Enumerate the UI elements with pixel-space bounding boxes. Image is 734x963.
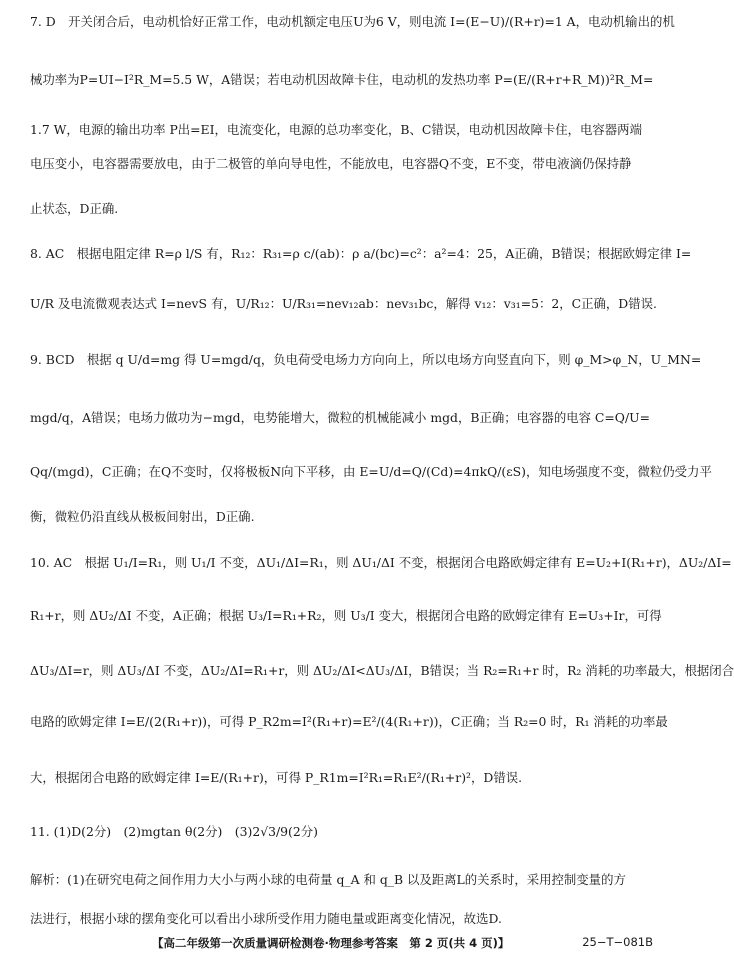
- answer-line: ΔU₃/ΔI=r，则 ΔU₃/ΔI 不变，ΔU₂/ΔI=R₁+r，则 ΔU₂/ΔI<ΔU₃/ΔI，B错误；当 R₂=R₁+r 时，R₂ 消耗的功率最大，根据闭合: [30, 663, 734, 678]
- answer-line: 1.7 W，电源的输出功率 P出=EI，电流变化，电源的总功率变化，B、C错误，电动机因故障卡住，电容器两端: [30, 122, 642, 137]
- answer-line: 9. BCD 根据 q U/d=mg 得 U=mgd/q，负电荷受电场力方向向上，所以电场方向竖直向下，则 φ_M>φ_N，U_MN=: [30, 352, 702, 367]
- answer-line: Qq/(mgd)，C正确；在Q不变时，仅将极板N向下平移，由 E=U/d=Q/(Cd)=4πkQ/(εS)，知电场强度不变，微粒仍受力平: [30, 464, 712, 479]
- answer-line: 11. (1)D(2分) (2)mgtan θ(2分) (3)2√3/9(2分): [30, 824, 318, 839]
- answer-line: 法进行，根据小球的摆角变化可以看出小球所受作用力随电量或距离变化情况，故选D.: [30, 911, 502, 926]
- answer-line: 8. AC 根据电阻定律 R=ρ l/S 有，R₁₂：R₃₁=ρ c/(ab)：ρ a/(bc)=c²：a²=4：25，A正确，B错误；根据欧姆定律 I=: [30, 246, 692, 261]
- answer-line: U/R 及电流微观表达式 I=nevS 有，U/R₁₂：U/R₃₁=nev₁₂ab：nev₃₁bc，解得 v₁₂：v₃₁=5：2，C正确，D错误.: [30, 296, 657, 311]
- answer-line: R₁+r，则 ΔU₂/ΔI 不变，A正确；根据 U₃/I=R₁+R₂，则 U₃/I 变大，根据闭合电路的欧姆定律有 E=U₃+Ir，可得: [30, 608, 662, 623]
- answer-line: 衡，微粒仍沿直线从极板间射出，D正确.: [30, 509, 255, 524]
- answer-line: 止状态，D正确.: [30, 201, 119, 216]
- page-footer: [0, 931, 677, 953]
- answer-line: mgd/q，A错误；电场力做功为−mgd，电势能增大，微粒的机械能减小 mgd，B正确；电容器的电容 C=Q/U=: [30, 410, 650, 425]
- footer-code: 25−T−081B: [582, 935, 653, 949]
- answer-line: 7. D 开关闭合后，电动机恰好正常工作，电动机额定电压U为6 V，则电流 I=(E−U)/(R+r)=1 A，电动机输出的机: [30, 14, 675, 29]
- answer-line: 大，根据闭合电路的欧姆定律 I=E/(R₁+r)，可得 P_R1m=I²R₁=R₁E²/(R₁+r)²，D错误.: [30, 770, 523, 785]
- answer-line: 电压变小，电容器需要放电，由于二极管的单向导电性，不能放电，电容器Q不变，E不变，带电液滴仍保持静: [30, 156, 632, 171]
- footer-title: 【高二年级第一次质量调研检测卷·物理参考答案 第 2 页(共 4 页)】: [152, 936, 510, 950]
- answer-line: 10. AC 根据 U₁/I=R₁，则 U₁/I 不变，ΔU₁/ΔI=R₁，则 ΔU₁/ΔI 不变，根据闭合电路欧姆定律有 E=U₂+I(R₁+r)，ΔU₂/ΔI=: [30, 555, 732, 570]
- answer-line: 解析：(1)在研究电荷之间作用力大小与两小球的电荷量 q_A 和 q_B 以及距离L的关系时，采用控制变量的方: [30, 872, 626, 887]
- answer-line: 械功率为P=UI−I²R_M=5.5 W，A错误；若电动机因故障卡住，电动机的发热功率 P=(E/(R+r+R_M))²R_M=: [30, 72, 654, 87]
- answer-line: 电路的欧姆定律 I=E/(2(R₁+r))，可得 P_R2m=I²(R₁+r)=E²/(4(R₁+r))，C正确；当 R₂=0 时，R₁ 消耗的功率最: [30, 714, 668, 729]
